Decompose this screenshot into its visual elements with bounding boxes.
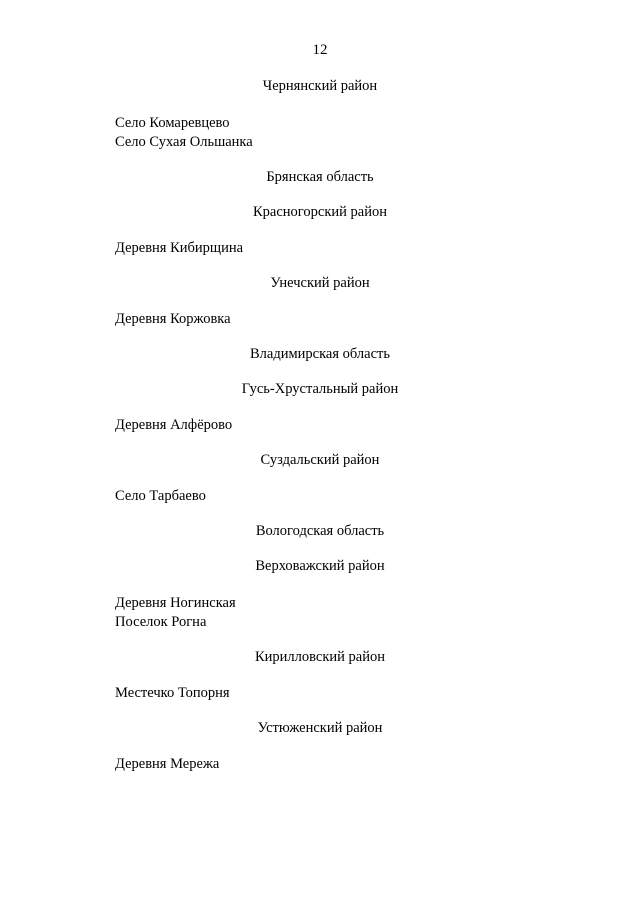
settlement-rogna: Поселок Рогна [115, 614, 207, 630]
settlement-korzhovka: Деревня Коржовка [115, 311, 231, 327]
settlement-alferovo: Деревня Алфёрово [115, 417, 233, 433]
district-heading-suzdalsky: Суздальский район [260, 452, 380, 468]
district-heading-verkhovazhsky: Верховажский район [255, 558, 385, 574]
district-heading-kirillovsky: Кирилловский район [254, 649, 385, 665]
page-number: 12 [312, 42, 328, 58]
region-heading-vladimir: Владимирская область [250, 346, 390, 362]
settlement-kibirshchina: Деревня Кибирщина [115, 240, 244, 256]
settlement-sukhaya-olshanka: Село Сухая Ольшанка [115, 134, 253, 150]
region-heading-bryansk: Брянская область [266, 169, 374, 185]
district-heading-unechsky: Унечский район [270, 275, 370, 291]
district-heading-ustyuzhensky: Устюженский район [257, 720, 383, 736]
settlement-noginskaya: Деревня Ногинская [115, 595, 236, 611]
settlement-toporniya: Местечко Топорня [115, 685, 230, 701]
region-heading-vologda: Вологодская область [255, 523, 385, 539]
settlement-merezha: Деревня Мережа [115, 756, 220, 772]
district-heading-chernyansky: Чернянский район [262, 78, 378, 94]
district-heading-gus-khrustalny: Гусь-Хрустальный район [241, 381, 399, 397]
settlement-komarevtsevo: Село Комаревцево [115, 115, 230, 131]
settlement-tarbaevo: Село Тарбаево [115, 488, 206, 504]
district-heading-krasnogorsky: Красногорский район [253, 204, 387, 220]
